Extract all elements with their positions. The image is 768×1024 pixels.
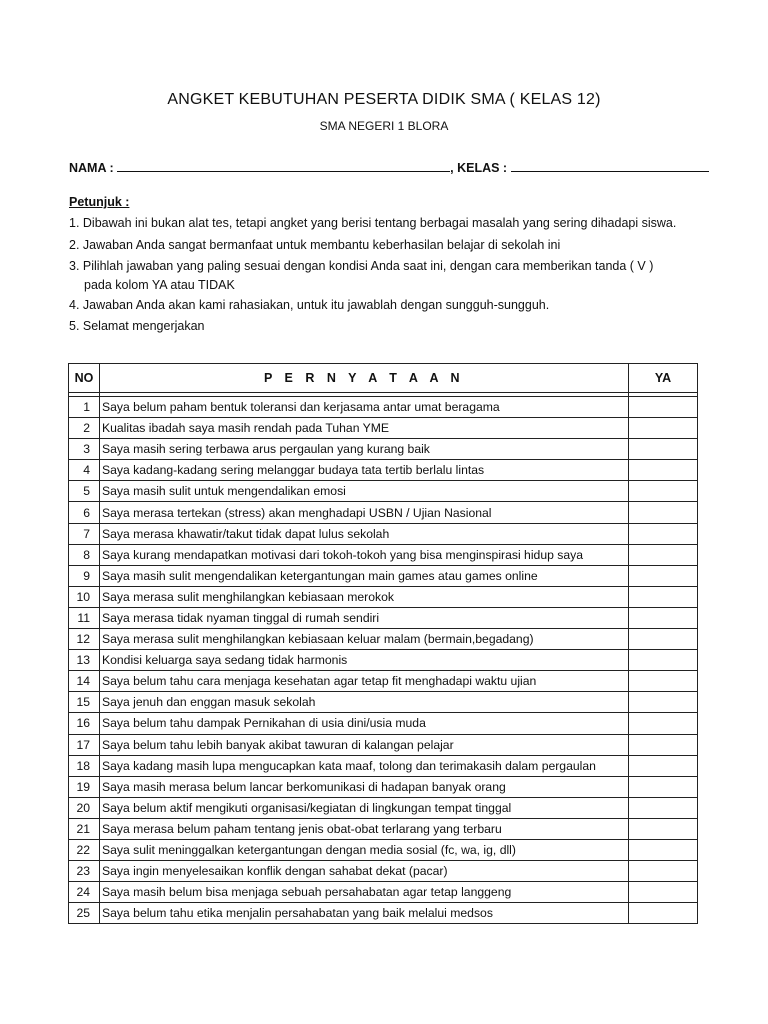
table-row: [69, 650, 698, 671]
identity-line: [69, 159, 709, 175]
row-number: 23: [69, 861, 100, 882]
ya-checkbox-cell[interactable]: [629, 523, 698, 544]
table-row: [69, 586, 698, 607]
row-number: 5: [69, 481, 100, 502]
table-row: [69, 903, 698, 924]
instruction-item: 4. Jawaban Anda akan kami rahasiakan, untuk itu jawablah dengan sungguh-sungguh.: [69, 297, 550, 312]
row-number: 21: [69, 818, 100, 839]
statement-text: Saya jenuh dan enggan masuk sekolah: [100, 692, 629, 713]
statement-text: Saya kadang masih lupa mengucapkan kata maaf, tolong dan terimakasih dalam pergaulan: [100, 755, 629, 776]
table-row: [69, 502, 698, 523]
statement-text: Saya kurang mendapatkan motivasi dari tokoh-tokoh yang bisa menginspirasi hidup saya: [100, 544, 629, 565]
row-number: 11: [69, 607, 100, 628]
ya-checkbox-cell[interactable]: [629, 671, 698, 692]
row-number: 7: [69, 523, 100, 544]
statement-text: Saya belum tahu dampak Pernikahan di usia dini/usia muda: [100, 713, 629, 734]
name-label: NAMA :: [69, 161, 118, 175]
table-row: [69, 755, 698, 776]
ya-checkbox-cell[interactable]: [629, 439, 698, 460]
instructions-heading: Petunjuk :: [69, 195, 130, 209]
statement-text: Saya belum aktif mengikuti organisasi/kegiatan di lingkungan tempat tinggal: [100, 797, 629, 818]
row-number: 12: [69, 629, 100, 650]
row-number: 9: [69, 565, 100, 586]
table-row: [69, 797, 698, 818]
table-row: [69, 565, 698, 586]
ya-checkbox-cell[interactable]: [629, 818, 698, 839]
ya-checkbox-cell[interactable]: [629, 903, 698, 924]
class-label: , KELAS :: [450, 161, 511, 175]
ya-checkbox-cell[interactable]: [629, 607, 698, 628]
ya-checkbox-cell[interactable]: [629, 776, 698, 797]
table-row: [69, 692, 698, 713]
ya-checkbox-cell[interactable]: [629, 460, 698, 481]
table-row: [69, 776, 698, 797]
statement-text: Kualitas ibadah saya masih rendah pada Tuhan YME: [100, 418, 629, 439]
table-row: [69, 481, 698, 502]
ya-checkbox-cell[interactable]: [629, 481, 698, 502]
table-row: [69, 523, 698, 544]
statement-text: Saya masih belum bisa menjaga sebuah persahabatan agar tetap langgeng: [100, 882, 629, 903]
row-number: 13: [69, 650, 100, 671]
statement-text: Saya ingin menyelesaikan konflik dengan sahabat dekat (pacar): [100, 861, 629, 882]
statement-text: Saya merasa tidak nyaman tinggal di rumah sendiri: [100, 607, 629, 628]
ya-checkbox-cell[interactable]: [629, 502, 698, 523]
ya-checkbox-cell[interactable]: [629, 586, 698, 607]
row-number: 8: [69, 544, 100, 565]
statement-text: Saya masih sulit untuk mengendalikan emosi: [100, 481, 629, 502]
school-name: SMA NEGERI 1 BLORA: [319, 119, 449, 133]
statement-text: Saya merasa sulit menghilangkan kebiasaan merokok: [100, 586, 629, 607]
statement-text: Saya merasa tertekan (stress) akan menghadapi USBN / Ujian Nasional: [100, 502, 629, 523]
row-number: 2: [69, 418, 100, 439]
row-number: 15: [69, 692, 100, 713]
ya-checkbox-cell[interactable]: [629, 418, 698, 439]
statement-text: Saya masih sering terbawa arus pergaulan yang kurang baik: [100, 439, 629, 460]
statement-text: Saya merasa sulit menghilangkan kebiasaan keluar malam (bermain,begadang): [100, 629, 629, 650]
table-row: [69, 671, 698, 692]
table-row: [69, 882, 698, 903]
table-row: [69, 418, 698, 439]
statement-text: Saya merasa belum paham tentang jenis obat-obat terlarang yang terbaru: [100, 818, 629, 839]
table-header-row: [69, 364, 698, 393]
instruction-item: 1. Dibawah ini bukan alat tes, tetapi angket yang berisi tentang berbagai masalah yang sering dihadapi siswa.: [69, 216, 677, 230]
instruction-item: 2. Jawaban Anda sangat bermanfaat untuk membantu keberhasilan belajar di sekolah ini: [69, 237, 561, 252]
ya-checkbox-cell[interactable]: [629, 797, 698, 818]
row-number: 17: [69, 734, 100, 755]
row-number: 14: [69, 671, 100, 692]
header-statement: P E R N Y A T A A N: [100, 364, 629, 393]
header-no: NO: [69, 364, 100, 393]
survey-table: [68, 363, 698, 924]
table-body: [69, 393, 698, 924]
table-row: [69, 734, 698, 755]
statement-text: Saya sulit meninggalkan ketergantungan dengan media sosial (fc, wa, ig, dll): [100, 839, 629, 860]
ya-checkbox-cell[interactable]: [629, 839, 698, 860]
statement-text: Saya kadang-kadang sering melanggar budaya tata tertib berlalu lintas: [100, 460, 629, 481]
ya-checkbox-cell[interactable]: [629, 397, 698, 418]
table-row: [69, 397, 698, 418]
table-row: [69, 713, 698, 734]
statement-text: Saya belum tahu cara menjaga kesehatan agar tetap fit menghadapi waktu ujian: [100, 671, 629, 692]
row-number: 4: [69, 460, 100, 481]
row-number: 20: [69, 797, 100, 818]
statement-text: Saya merasa khawatir/takut tidak dapat lulus sekolah: [100, 523, 629, 544]
statement-text: Saya belum paham bentuk toleransi dan kerjasama antar umat beragama: [100, 397, 629, 418]
ya-checkbox-cell[interactable]: [629, 755, 698, 776]
table-row: [69, 839, 698, 860]
statement-text: Saya masih merasa belum lancar berkomunikasi di hadapan banyak orang: [100, 776, 629, 797]
instruction-item: 3. Pilihlah jawaban yang paling sesuai dengan kondisi Anda saat ini, dengan cara memberikan tanda ( V ): [69, 259, 654, 273]
ya-checkbox-cell[interactable]: [629, 882, 698, 903]
row-number: 6: [69, 502, 100, 523]
ya-checkbox-cell[interactable]: [629, 861, 698, 882]
table-row: [69, 460, 698, 481]
ya-checkbox-cell[interactable]: [629, 650, 698, 671]
header-ya: YA: [629, 364, 698, 393]
row-number: 1: [69, 397, 100, 418]
statement-text: Saya masih sulit mengendalikan ketergantungan main games atau games online: [100, 565, 629, 586]
name-field[interactable]: [117, 159, 450, 172]
class-field[interactable]: [511, 159, 709, 172]
statement-text: Saya belum tahu etika menjalin persahabatan yang baik melalui medsos: [100, 903, 629, 924]
table-row: [69, 818, 698, 839]
instruction-item-continuation: pada kolom YA atau TIDAK: [84, 277, 235, 292]
statement-text: Kondisi keluarga saya sedang tidak harmonis: [100, 650, 629, 671]
table-row: [69, 544, 698, 565]
page-title: ANGKET KEBUTUHAN PESERTA DIDIK SMA ( KELAS 12): [167, 91, 601, 108]
ya-checkbox-cell[interactable]: [629, 565, 698, 586]
table-row: [69, 861, 698, 882]
table-row: [69, 439, 698, 460]
instruction-item: 5. Selamat mengerjakan: [69, 319, 205, 333]
ya-checkbox-cell[interactable]: [629, 734, 698, 755]
ya-checkbox-cell[interactable]: [629, 692, 698, 713]
ya-checkbox-cell[interactable]: [629, 713, 698, 734]
row-number: 10: [69, 586, 100, 607]
table-row: [69, 607, 698, 628]
instructions: [69, 195, 709, 338]
row-number: 19: [69, 776, 100, 797]
table-row: [69, 629, 698, 650]
row-number: 25: [69, 903, 100, 924]
row-number: 3: [69, 439, 100, 460]
statement-text: Saya belum tahu lebih banyak akibat tawuran di kalangan pelajar: [100, 734, 629, 755]
ya-checkbox-cell[interactable]: [629, 544, 698, 565]
ya-checkbox-cell[interactable]: [629, 629, 698, 650]
row-number: 18: [69, 755, 100, 776]
row-number: 16: [69, 713, 100, 734]
row-number: 24: [69, 882, 100, 903]
row-number: 22: [69, 839, 100, 860]
